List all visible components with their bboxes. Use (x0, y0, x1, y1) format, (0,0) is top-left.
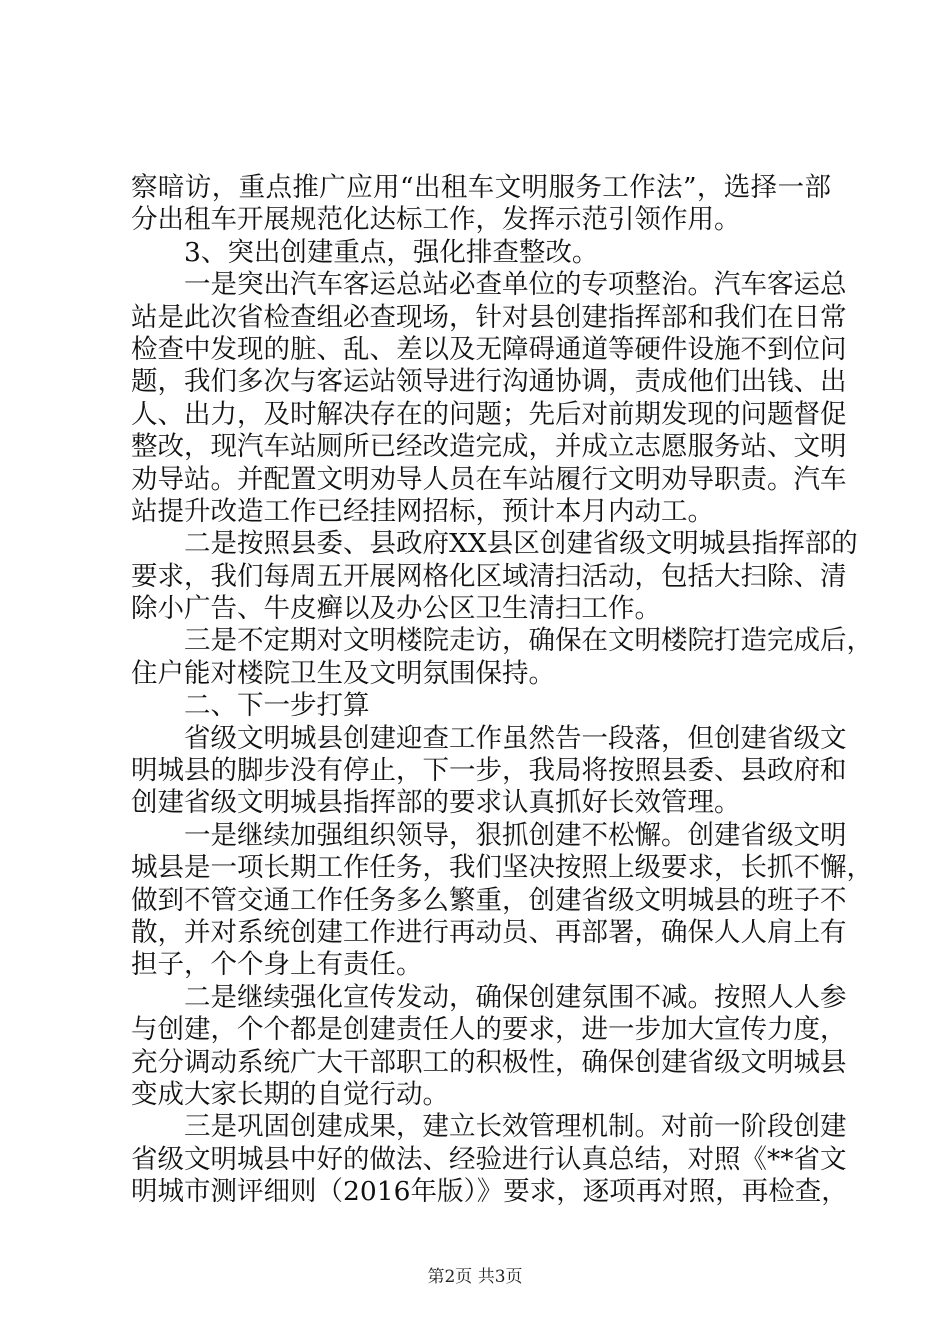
section-heading: 二、下一步打算 (184, 690, 370, 722)
text-line: 创建省级文明城县指挥部的要求认真抓好长效管理。 (131, 787, 741, 819)
text-line: 除小广告、牛皮癣以及办公区卫生清扫工作。 (131, 593, 661, 625)
text-line: 站提升改造工作已经挂网招标，预计本月内动工。 (131, 495, 714, 527)
text-line: 要求，我们每周五开展网格化区域清扫活动，包括大扫除、清 (131, 560, 847, 592)
text-line: 二是按照县委、县政府XX县区创建省级文明城县指挥部的 (184, 528, 858, 560)
text-line: 与创建，个个都是创建责任人的要求，进一步加大宣传力度， (131, 1014, 847, 1046)
text-line: 题，我们多次与客运站领导进行沟通协调，责成他们出钱、出 (131, 366, 847, 398)
text-line: 充分调动系统广大干部职工的积极性，确保创建省级文明城县 (131, 1046, 847, 1078)
text-line: 住户能对楼院卫生及文明氛围保持。 (131, 657, 555, 689)
text-line: 三是巩固创建成果，建立长效管理机制。对前一阶段创建 (184, 1111, 847, 1143)
text-line: 一是继续加强组织领导，狠抓创建不松懈。创建省级文明 (184, 819, 847, 851)
text-line: 一是突出汽车客运总站必查单位的专项整治。汽车客运总 (184, 269, 847, 301)
text-line: 散，并对系统创建工作进行再动员、再部署，确保人人肩上有 (131, 916, 847, 948)
text-line: 察暗访，重点推广应用“出租车文明服务工作法”，选择一部 (131, 172, 831, 203)
text-line: 三是不定期对文明楼院走访，确保在文明楼院打造完成后， (184, 625, 873, 657)
text-line: 检查中发现的脏、乱、差以及无障碍通道等硬件设施不到位问 (131, 333, 847, 365)
page-number-footer: 第2页 共3页 (427, 1267, 523, 1287)
text-line: 站是此次省检查组必查现场，针对县创建指挥部和我们在日常 (131, 301, 847, 333)
text-line: 城县是一项长期工作任务，我们坚决按照上级要求，长抓不懈， (131, 852, 873, 884)
document-body (131, 172, 873, 1209)
text-line: 做到不管交通工作任务多么繁重，创建省级文明城县的班子不 (131, 884, 847, 916)
text-line: 明城市测评细则（2016年版）》要求，逐项再对照，再检查， (131, 1176, 848, 1208)
text-line: 整改，现汽车站厕所已经改造完成，并成立志愿服务站、文明 (131, 431, 847, 463)
text-line: 省级文明城县中好的做法、经验进行认真总结，对照《**省文 (131, 1143, 847, 1175)
text-line: 劝导站。并配置文明劝导人员在车站履行文明劝导职责。汽车 (131, 463, 847, 495)
text-line: 分出租车开展规范化达标工作，发挥示范引领作用。 (131, 204, 741, 236)
text-line: 明城县的脚步没有停止，下一步，我局将按照县委、县政府和 (131, 755, 847, 787)
text-line: 担子，个个身上有责任。 (131, 949, 423, 981)
text-line: 二是继续强化宣传发动，确保创建氛围不减。按照人人参 (184, 981, 847, 1013)
section-heading: 3、突出创建重点，强化排查整改。 (184, 236, 599, 268)
text-line: 人、出力，及时解决存在的问题；先后对前期发现的问题督促 (131, 398, 847, 430)
text-line: 省级文明城县创建迎查工作虽然告一段落，但创建省级文 (184, 722, 847, 754)
text-line: 变成大家长期的自觉行动。 (131, 1078, 449, 1110)
